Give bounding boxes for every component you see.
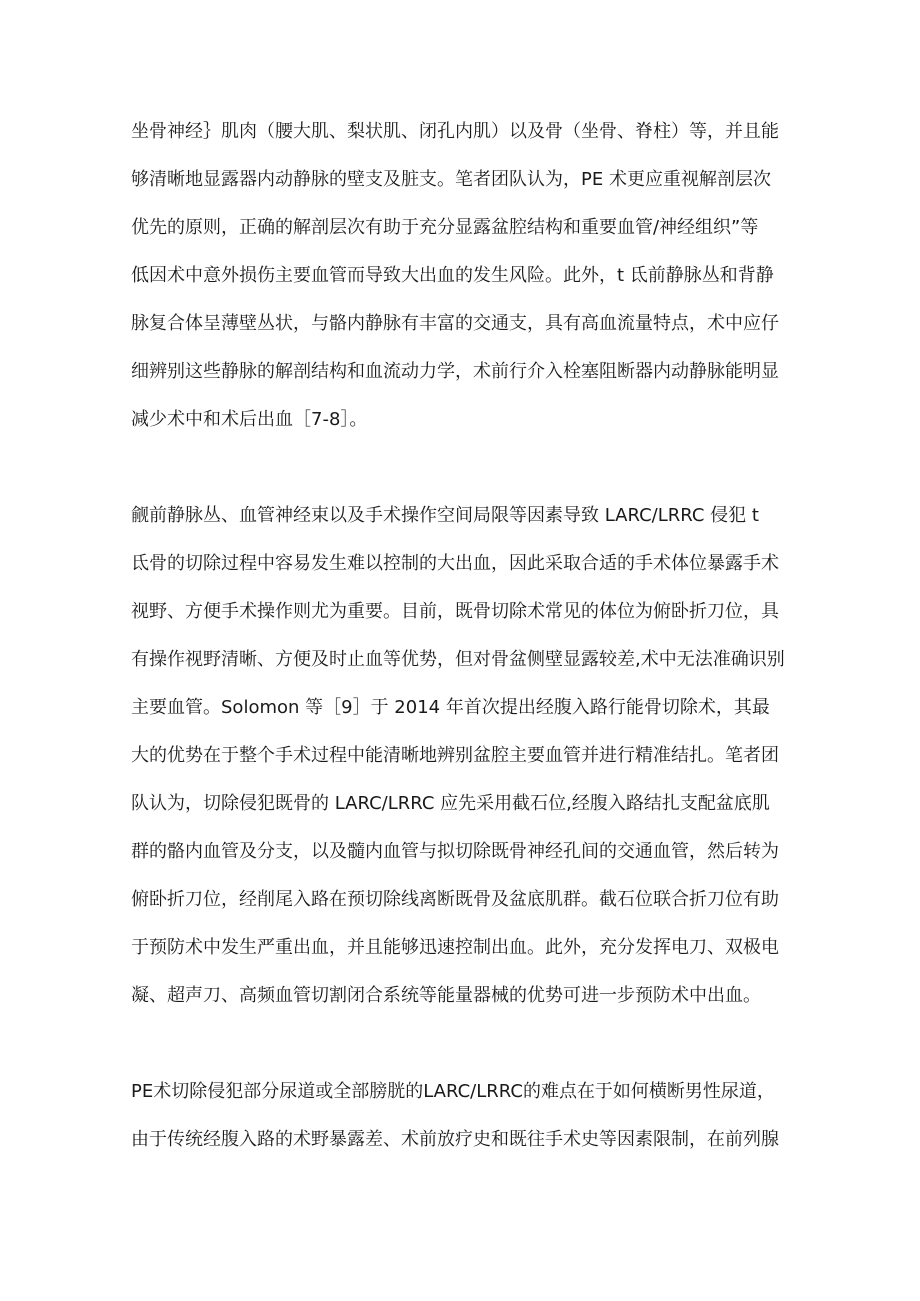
- text-line: 队认为，切除侵犯既骨的 LARC/LRRC 应先采用截石位,经腹入路结扎支配盆底肌: [131, 793, 770, 814]
- text-line: 由于传统经腹入路的术野暴露差、术前放疗史和既往手术史等因素限制，在前列腺: [131, 1129, 779, 1150]
- text-line: 优先的原则，正确的解剖层次有助于充分显露盆腔结构和重要血管/神经组织”等: [131, 217, 759, 238]
- text-line: 群的骼内血管及分支，以及髓内血管与拟切除既骨神经孔间的交通血管，然后转为: [131, 841, 779, 862]
- text-line: 俯卧折刀位，经削尾入路在预切除线离断既骨及盆底肌群。截石位联合折刀位有助: [131, 889, 779, 910]
- text-line: PE术切除侵犯部分尿道或全部膀胱的LARC/LRRC的难点在于如何横断男性尿道，: [131, 1081, 775, 1102]
- text-line: 细辨别这些静脉的解剖结构和血流动力学，术前行介入栓塞阻断器内动静脉能明显: [131, 361, 779, 382]
- text-line: 于预防术中发生严重出血，并且能够迅速控制出血。此外，充分发挥电刀、双极电: [131, 937, 779, 958]
- text-line: 脉复合体呈薄壁丛状，与骼内静脉有丰富的交通支，具有高血流量特点，术中应仔: [131, 313, 779, 334]
- text-line: 觎前静脉丛、血管神经束以及手术操作空间局限等因素导致 LARC/LRRC 侵犯 t: [131, 505, 759, 526]
- text-line: 大的优势在于整个手术过程中能清晰地辨别盆腔主要血管并进行精准结扎。笔者团: [131, 745, 779, 766]
- text-line: 低因术中意外损伤主要血管而导致大出血的发生风险。此外，t 氐前静脉丛和背静: [131, 265, 774, 286]
- text-line: 主要血管。Solomon 等［9］于 2014 年首次提出经腹入路行能骨切除术，其最: [131, 697, 770, 718]
- text-line: 有操作视野清晰、方便及时止血等优势，但对骨盆侧壁显露较差,术中无法准确识别: [131, 649, 785, 670]
- text-line: 减少术中和术后出血［7-8］。: [131, 409, 368, 430]
- text-line: 够清晰地显露器内动静脉的壁支及脏支。笔者团队认为，PE 术更应重视解剖层次: [131, 169, 771, 190]
- text-line: 凝、超声刀、高频血管切割闭合系统等能量器械的优势可进一步预防术中出血。: [131, 985, 761, 1006]
- text-line: 氐骨的切除过程中容易发生难以控制的大出血，因此采取合适的手术体位暴露手术: [131, 553, 779, 574]
- text-line: 视野、方便手术操作则尤为重要。目前，既骨切除术常见的体位为俯卧折刀位，具: [131, 601, 779, 622]
- text-line: 坐骨神经｝肌肉（腰大肌、梨状肌、闭孔内肌）以及骨（坐骨、脊柱）等，并且能: [131, 121, 779, 142]
